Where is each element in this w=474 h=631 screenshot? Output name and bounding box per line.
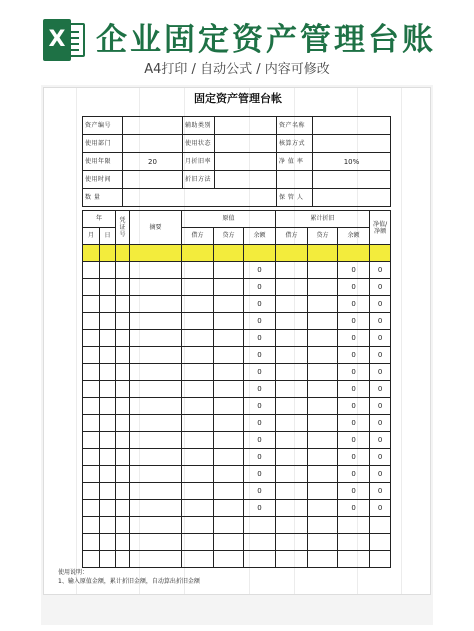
header-original-value: 原值 [182,211,276,228]
ledger-cell[interactable] [116,245,130,262]
depr-balance-cell[interactable] [338,245,370,262]
table-row [83,449,391,466]
original-balance-cell[interactable]: 0 [244,296,276,313]
ledger-cell[interactable] [83,398,100,415]
table-row [83,432,391,449]
depr-balance-cell[interactable]: 0 [338,415,370,432]
net-value-cell[interactable] [370,517,391,534]
info-label: 资产编号 [83,117,123,135]
info-row [83,171,391,189]
depr-balance-cell[interactable]: 0 [338,466,370,483]
info-row [83,153,391,171]
ledger-cell[interactable] [83,296,100,313]
ledger-cell[interactable] [116,381,130,398]
ledger-cell[interactable] [130,517,182,534]
ledger-cell[interactable] [100,313,116,330]
header-depr-debit: 借方 [276,228,308,245]
original-balance-cell[interactable]: 0 [244,415,276,432]
depr-balance-cell[interactable]: 0 [338,296,370,313]
ledger-cell[interactable] [308,466,338,483]
ledger-cell[interactable] [214,279,244,296]
asset-info-table [82,116,391,207]
info-value[interactable] [313,189,391,207]
ledger-cell[interactable] [116,398,130,415]
depr-balance-cell[interactable]: 0 [338,381,370,398]
ledger-cell[interactable] [182,449,214,466]
ledger-cell[interactable] [83,415,100,432]
ledger-cell[interactable] [130,262,182,279]
ledger-cell[interactable] [116,449,130,466]
ledger-cell[interactable] [130,500,182,517]
header-net-value: 净值/净额 [370,211,391,245]
table-row [83,398,391,415]
ledger-cell[interactable] [116,483,130,500]
info-value[interactable]: 20 [123,153,183,171]
ledger-cell[interactable] [100,500,116,517]
net-value-cell[interactable]: 0 [370,262,391,279]
ledger-cell[interactable] [276,381,308,398]
ledger-cell[interactable] [83,534,100,551]
ledger-cell[interactable] [214,296,244,313]
table-row [83,279,391,296]
depr-balance-cell[interactable]: 0 [338,483,370,500]
ledger-cell[interactable] [214,262,244,279]
original-balance-cell[interactable] [244,534,276,551]
original-balance-cell[interactable]: 0 [244,347,276,364]
ledger-cell[interactable] [214,517,244,534]
depr-balance-cell[interactable]: 0 [338,432,370,449]
header-original-balance: 余额 [244,228,276,245]
ledger-cell[interactable] [308,432,338,449]
ledger-cell[interactable] [130,279,182,296]
net-value-cell[interactable]: 0 [370,500,391,517]
ledger-cell[interactable] [83,347,100,364]
ledger-cell[interactable] [116,517,130,534]
ledger-cell[interactable] [83,466,100,483]
ledger-cell[interactable] [214,534,244,551]
ledger-cell[interactable] [83,381,100,398]
ledger-cell[interactable] [100,364,116,381]
info-label: 数 量 [83,189,123,207]
ledger-cell[interactable] [276,517,308,534]
ledger-cell[interactable] [276,313,308,330]
net-value-cell[interactable]: 0 [370,364,391,381]
ledger-cell[interactable] [276,534,308,551]
ledger-cell[interactable] [116,279,130,296]
original-balance-cell[interactable]: 0 [244,364,276,381]
info-value[interactable] [123,117,183,135]
ledger-cell[interactable] [83,449,100,466]
original-balance-cell[interactable]: 0 [244,500,276,517]
ledger-cell[interactable] [214,432,244,449]
ledger-cell[interactable] [276,466,308,483]
original-balance-cell[interactable] [244,517,276,534]
ledger-cell[interactable] [100,432,116,449]
original-balance-cell[interactable]: 0 [244,313,276,330]
ledger-cell[interactable] [83,551,100,568]
table-row [83,364,391,381]
net-value-cell[interactable]: 0 [370,313,391,330]
ledger-cell[interactable] [182,245,214,262]
ledger-cell[interactable] [182,483,214,500]
ledger-cell[interactable] [182,330,214,347]
original-balance-cell[interactable]: 0 [244,466,276,483]
ledger-table [82,210,391,568]
ledger-cell[interactable] [182,517,214,534]
depr-balance-cell[interactable] [338,534,370,551]
ledger-cell[interactable] [130,347,182,364]
ledger-cell[interactable] [100,534,116,551]
ledger-cell[interactable] [83,262,100,279]
ledger-cell[interactable] [116,534,130,551]
original-balance-cell[interactable]: 0 [244,449,276,466]
header-day: 日 [100,228,116,245]
ledger-cell[interactable] [214,245,244,262]
ledger-cell[interactable] [182,296,214,313]
net-value-cell[interactable]: 0 [370,296,391,313]
net-value-cell[interactable] [370,245,391,262]
ledger-cell[interactable] [182,313,214,330]
info-row [83,117,391,135]
ledger-cell[interactable] [130,466,182,483]
ledger-cell[interactable] [276,364,308,381]
table-row [83,483,391,500]
net-value-cell[interactable]: 0 [370,381,391,398]
ledger-cell[interactable] [276,398,308,415]
excel-icon [43,19,87,61]
header-depr-credit: 贷方 [308,228,338,245]
ledger-cell[interactable] [214,313,244,330]
header-accumulated-depreciation: 累计折旧 [276,211,370,228]
ledger-cell[interactable] [182,381,214,398]
info-value[interactable] [215,117,277,135]
info-label: 核算方式 [277,135,313,153]
original-balance-cell[interactable]: 0 [244,483,276,500]
ledger-cell[interactable] [100,330,116,347]
table-row [83,534,391,551]
info-label: 保 管 人 [277,189,313,207]
table-row [83,551,391,568]
ledger-cell[interactable] [214,330,244,347]
ledger-cell[interactable] [116,466,130,483]
notes-line-1: 1、输入原值金额，累计折旧金额，自动算出折旧金额 [58,578,200,585]
ledger-cell[interactable] [182,534,214,551]
ledger-cell[interactable] [308,381,338,398]
ledger-cell[interactable] [276,415,308,432]
ledger-cell[interactable] [100,415,116,432]
ledger-cell[interactable] [116,364,130,381]
ledger-cell[interactable] [308,245,338,262]
ledger-cell[interactable] [130,330,182,347]
ledger-cell[interactable] [308,279,338,296]
ledger-cell[interactable] [276,245,308,262]
info-value[interactable] [215,153,277,171]
info-label: 辅助类别 [183,117,215,135]
ledger-cell[interactable] [83,483,100,500]
ledger-cell[interactable] [308,313,338,330]
ledger-cell[interactable] [116,500,130,517]
original-balance-cell[interactable]: 0 [244,330,276,347]
table-row [83,313,391,330]
net-value-cell[interactable]: 0 [370,483,391,500]
ledger-cell[interactable] [308,483,338,500]
net-value-cell[interactable] [370,534,391,551]
table-row [83,415,391,432]
ledger-cell[interactable] [182,347,214,364]
ledger-cell[interactable] [308,415,338,432]
table-row [83,245,391,262]
ledger-cell[interactable] [214,398,244,415]
ledger-cell[interactable] [130,432,182,449]
info-value[interactable] [123,189,277,207]
ledger-cell[interactable] [100,517,116,534]
ledger-cell[interactable] [100,279,116,296]
info-row [83,135,391,153]
ledger-cell[interactable] [83,517,100,534]
ledger-cell[interactable] [116,551,130,568]
original-balance-cell[interactable]: 0 [244,432,276,449]
table-row [83,296,391,313]
ledger-cell[interactable] [182,398,214,415]
ledger-header-row-1 [83,211,391,228]
ledger-cell[interactable] [182,500,214,517]
net-value-cell[interactable]: 0 [370,432,391,449]
ledger-cell[interactable] [214,415,244,432]
ledger-cell[interactable] [214,466,244,483]
ledger-cell[interactable] [83,245,100,262]
ledger-cell[interactable] [276,449,308,466]
info-value[interactable]: 10% [313,153,391,171]
ledger-cell[interactable] [130,381,182,398]
header-original-credit: 贷方 [214,228,244,245]
depr-balance-cell[interactable]: 0 [338,449,370,466]
ledger-cell[interactable] [308,534,338,551]
ledger-cell[interactable] [83,279,100,296]
ledger-cell[interactable] [308,347,338,364]
info-label: 使用年限 [83,153,123,171]
ledger-cell[interactable] [276,330,308,347]
net-value-cell[interactable] [370,551,391,568]
header-banner [0,0,474,88]
ledger-cell[interactable] [100,466,116,483]
table-row [83,347,391,364]
ledger-cell[interactable] [116,347,130,364]
original-balance-cell[interactable] [244,245,276,262]
ledger-cell[interactable] [214,449,244,466]
depr-balance-cell[interactable]: 0 [338,279,370,296]
page-title: 企业固定资产管理台账 [96,22,436,58]
ledger-cell[interactable] [130,364,182,381]
ledger-cell[interactable] [276,279,308,296]
ledger-cell[interactable] [100,262,116,279]
usage-notes [58,568,200,586]
ledger-cell[interactable] [116,296,130,313]
depr-balance-cell[interactable] [338,551,370,568]
ledger-cell[interactable] [276,483,308,500]
ledger-cell[interactable] [214,483,244,500]
ledger-cell[interactable] [276,296,308,313]
ledger-cell[interactable] [308,296,338,313]
table-row [83,330,391,347]
ledger-cell[interactable] [182,432,214,449]
info-label: 月折旧率 [183,153,215,171]
ledger-cell[interactable] [308,517,338,534]
notes-heading: 使用说明： [58,569,89,576]
header-summary: 摘要 [130,211,182,245]
info-label [277,171,313,189]
ledger-cell[interactable] [182,262,214,279]
info-value[interactable] [215,135,277,153]
ledger-cell[interactable] [116,415,130,432]
ledger-cell[interactable] [100,398,116,415]
ledger-cell[interactable] [182,279,214,296]
ledger-cell[interactable] [83,330,100,347]
page-subtitle: A4打印 / 自动公式 / 内容可修改 [144,62,330,77]
ledger-cell[interactable] [130,415,182,432]
depr-balance-cell[interactable]: 0 [338,398,370,415]
header-voucher: 凭证号 [116,211,130,245]
ledger-cell[interactable] [182,551,214,568]
depr-balance-cell[interactable]: 0 [338,313,370,330]
ledger-cell[interactable] [100,551,116,568]
ledger-cell[interactable] [214,381,244,398]
ledger-cell[interactable] [308,398,338,415]
ledger-cell[interactable] [130,534,182,551]
net-value-cell[interactable]: 0 [370,347,391,364]
excel-logo-letter: X [48,27,66,52]
ledger-cell[interactable] [308,262,338,279]
ledger-cell[interactable] [130,296,182,313]
header-original-debit: 借方 [182,228,214,245]
original-balance-cell[interactable]: 0 [244,381,276,398]
depr-balance-cell[interactable] [338,517,370,534]
ledger-cell[interactable] [214,551,244,568]
info-label: 使用部门 [83,135,123,153]
info-label: 使用时间 [83,171,123,189]
info-value[interactable] [313,135,391,153]
info-label: 折旧方法 [183,171,215,189]
original-balance-cell[interactable] [244,551,276,568]
ledger-cell[interactable] [308,364,338,381]
net-value-cell[interactable]: 0 [370,449,391,466]
info-value[interactable] [215,171,277,189]
net-value-cell[interactable]: 0 [370,415,391,432]
ledger-cell[interactable] [83,500,100,517]
info-value[interactable] [313,171,391,189]
original-balance-cell[interactable]: 0 [244,398,276,415]
ledger-cell[interactable] [83,432,100,449]
ledger-cell[interactable] [100,381,116,398]
ledger-cell[interactable] [100,347,116,364]
document-title: 固定资产管理台帐 [194,92,282,105]
ledger-cell[interactable] [130,449,182,466]
ledger-cell[interactable] [130,483,182,500]
ledger-cell[interactable] [276,262,308,279]
net-value-cell[interactable]: 0 [370,279,391,296]
info-value[interactable] [123,135,183,153]
ledger-cell[interactable] [100,245,116,262]
ledger-cell[interactable] [276,347,308,364]
ledger-cell[interactable] [130,245,182,262]
ledger-cell[interactable] [214,364,244,381]
depr-balance-cell[interactable]: 0 [338,347,370,364]
net-value-cell[interactable]: 0 [370,398,391,415]
ledger-cell[interactable] [116,330,130,347]
depr-balance-cell[interactable]: 0 [338,262,370,279]
info-value[interactable] [123,171,183,189]
ledger-cell[interactable] [100,483,116,500]
depr-balance-cell[interactable]: 0 [338,330,370,347]
table-row [83,466,391,483]
ledger-cell[interactable] [182,415,214,432]
ledger-cell[interactable] [308,551,338,568]
ledger-cell[interactable] [276,551,308,568]
table-row [83,262,391,279]
table-row [83,500,391,517]
header-year: 年 [83,211,116,228]
ledger-cell[interactable] [276,432,308,449]
table-row [83,381,391,398]
ledger-cell[interactable] [100,449,116,466]
header-month: 月 [83,228,100,245]
ledger-cell[interactable] [116,262,130,279]
ledger-cell[interactable] [182,364,214,381]
ledger-cell[interactable] [100,296,116,313]
original-balance-cell[interactable]: 0 [244,262,276,279]
ledger-cell[interactable] [130,398,182,415]
header-depr-balance: 余额 [338,228,370,245]
info-row [83,189,391,207]
net-value-cell[interactable]: 0 [370,466,391,483]
table-row [83,517,391,534]
ledger-cell[interactable] [182,466,214,483]
ledger-cell[interactable] [130,313,182,330]
ledger-cell[interactable] [116,313,130,330]
ledger-cell[interactable] [308,449,338,466]
ledger-cell[interactable] [308,500,338,517]
depr-balance-cell[interactable]: 0 [338,364,370,381]
ledger-cell[interactable] [308,330,338,347]
info-label: 使用状态 [183,135,215,153]
ledger-cell[interactable] [83,313,100,330]
info-label: 净 值 率 [277,153,313,171]
ledger-cell[interactable] [130,551,182,568]
depr-balance-cell[interactable]: 0 [338,500,370,517]
ledger-cell[interactable] [214,347,244,364]
info-label: 资产名称 [277,117,313,135]
info-value[interactable] [313,117,391,135]
ledger-cell[interactable] [83,364,100,381]
original-balance-cell[interactable]: 0 [244,279,276,296]
ledger-cell[interactable] [214,500,244,517]
ledger-cell[interactable] [116,432,130,449]
net-value-cell[interactable]: 0 [370,330,391,347]
ledger-cell[interactable] [276,500,308,517]
